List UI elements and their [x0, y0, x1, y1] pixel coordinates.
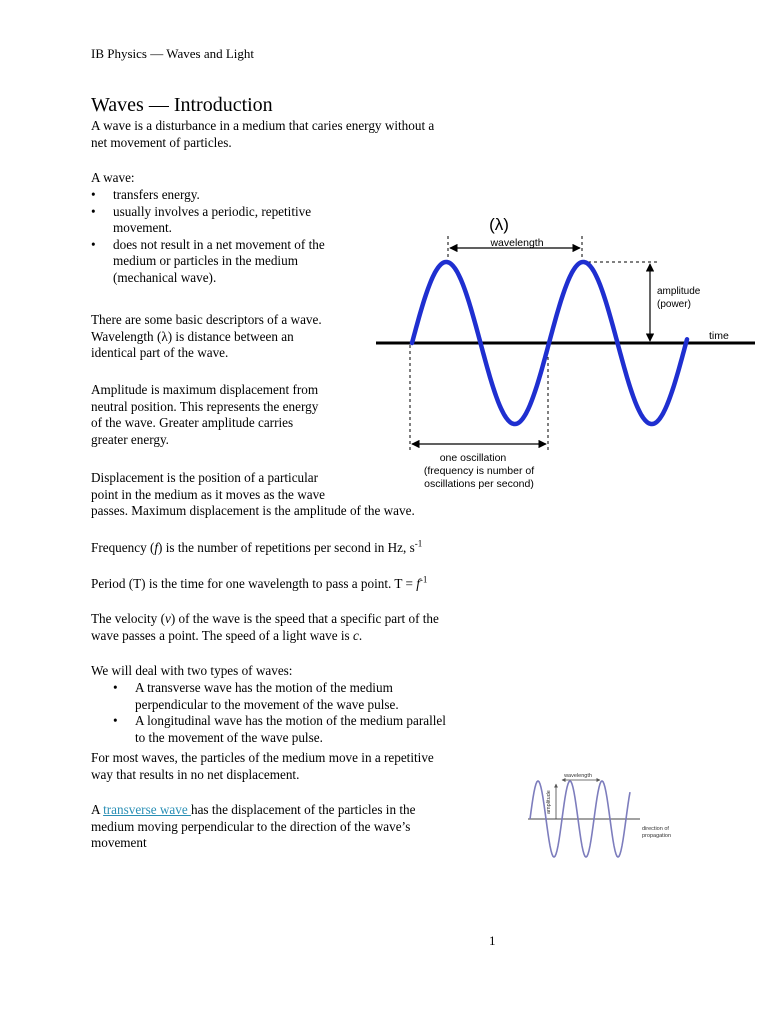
transverse-wave-diagram — [520, 770, 680, 865]
small-amplitude-label: amplitude — [546, 790, 552, 814]
displacement-paragraph: Displacement is the position of a particular point in the medium as it moves as the wave passes. Maximum displacement is the amplitude of the wave. — [91, 470, 415, 518]
frequency-definition: Frequency (f) is the number of repetitions per second in Hz, $s^{-1}$ — [91, 538, 423, 555]
wavelength-label: wavelength — [490, 237, 544, 249]
period-definition: Period (T) is the time for one wavelength to pass a point. $T = f^{-1}$ — [91, 574, 428, 591]
lambda-label: (λ) — [489, 215, 509, 234]
wave-types-heading: We will deal with two types of waves: — [91, 663, 293, 678]
time-label: time — [709, 330, 729, 342]
propagation-label: propagation — [642, 833, 672, 839]
list-item: • does not result in a net movement of the medium or particles in the medium (mechanical wave). — [113, 237, 325, 287]
velocity-definition: The velocity (v) of the wave is the speed that a specific part of the wave passes a point. The speed of a light wave is c. — [91, 611, 439, 643]
wave-types-list — [135, 680, 446, 746]
wave-diagram — [370, 210, 755, 500]
transverse-wave-link[interactable]: transverse wave — [103, 802, 191, 817]
repetitive-motion-paragraph: For most waves, the particles of the medium move in a repetitive way that results in no net displacement. — [91, 750, 434, 782]
page-title: Waves — Introduction — [91, 94, 273, 116]
intro-line-1: A wave is a disturbance in a medium that caries energy without a — [91, 118, 435, 133]
list-item: • A longitudinal wave has the motion of the medium parallel to the movement of the wave pulse. — [135, 713, 446, 746]
amplitude-power-label: (power) — [657, 299, 691, 310]
frequency-note-line-1: (frequency is number of — [423, 465, 535, 477]
transverse-paragraph: A transverse wave has the displacement of the particles in the medium moving perpendicular to the direction of the wave’s movement — [91, 802, 416, 850]
page-number: 1 — [489, 933, 496, 948]
wave-list-heading: A wave: — [91, 170, 135, 185]
page-header: IB Physics — Waves and Light — [91, 46, 255, 61]
list-item: • usually involves a periodic, repetitive movement. — [113, 204, 325, 237]
intro-line-2: net movement of particles. — [91, 134, 232, 150]
intro-paragraph — [91, 118, 434, 151]
frequency-note-line-2: oscillations per second) — [424, 478, 534, 490]
amplitude-paragraph: Amplitude is maximum displacement from neutral position. This represents the energy of the wave. Greater amplitude carries greater energy. — [91, 382, 319, 447]
small-wavelength-label: wavelength — [564, 773, 592, 779]
oscillation-label: one oscillation — [439, 452, 507, 464]
amplitude-label: amplitude — [657, 286, 701, 297]
list-item: • A transverse wave has the motion of the medium perpendicular to the movement of the wave pulse. — [135, 680, 446, 713]
wave-properties-list — [113, 187, 325, 286]
descriptors-paragraph: There are some basic descriptors of a wave. Wavelength (λ) is distance between an identical part of the wave. — [91, 312, 322, 360]
list-item: • transfers energy. — [113, 187, 325, 204]
direction-label: direction of — [642, 826, 669, 832]
